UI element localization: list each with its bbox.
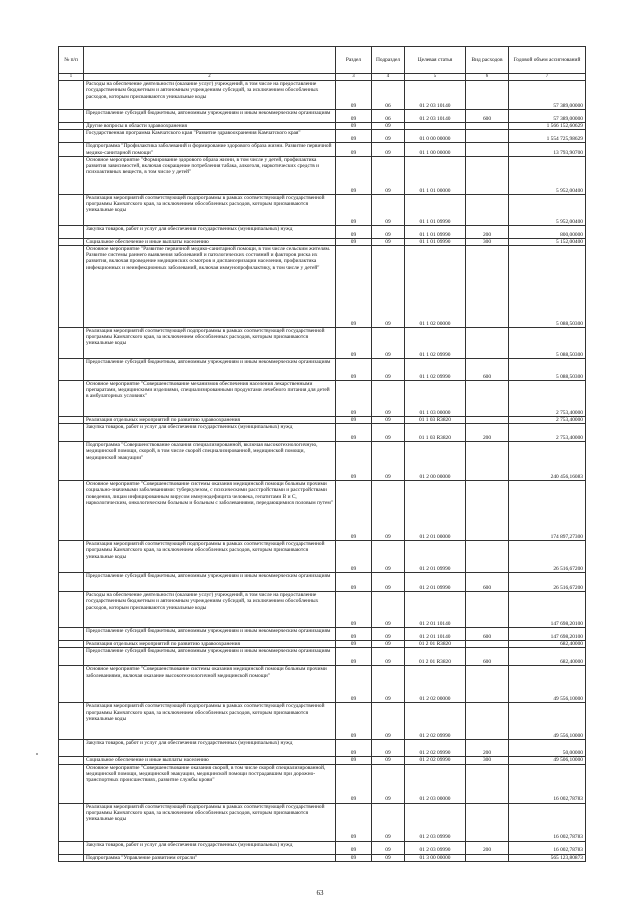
table-row <box>59 123 586 130</box>
table-row <box>59 238 586 245</box>
expense-type-cell: 600 <box>466 110 509 123</box>
description-cell: Предоставление субсидий бюджетным, автономным учреждениям и иным некоммерческим организациям <box>84 359 336 381</box>
subsection-cell: 09 <box>372 641 405 648</box>
row-number-cell <box>59 417 84 424</box>
subsection-cell: 09 <box>372 417 405 424</box>
expense-type-cell <box>466 541 509 573</box>
target-article-cell: 01 2 01 10140 <box>405 592 466 628</box>
section-cell: 09 <box>336 740 372 757</box>
target-article-cell: 01 1 03 R3820 <box>405 424 466 442</box>
section-cell: 09 <box>336 757 372 764</box>
amount-cell: 49 506,10000 <box>509 757 586 764</box>
row-number-cell <box>59 238 84 245</box>
target-article-cell: 01 3 00 00000 <box>405 854 466 861</box>
amount-cell: 565 123,80873 <box>509 854 586 861</box>
row-number-cell <box>59 854 84 861</box>
amount-cell: 5 088,50300 <box>509 328 586 359</box>
section-cell: 09 <box>336 194 372 225</box>
target-article-cell: 01 2 03 09990 <box>405 841 466 854</box>
subsection-cell: 09 <box>372 381 405 417</box>
subsection-cell: 09 <box>372 703 405 740</box>
table-row <box>59 592 586 628</box>
table-header-row <box>59 47 586 74</box>
row-number-cell <box>59 424 84 442</box>
amount-cell: 5 152,00400 <box>509 238 586 245</box>
table-row <box>59 740 586 757</box>
section-cell: 09 <box>336 123 372 130</box>
target-article-cell: 01 2 03 10140 <box>405 81 466 110</box>
expense-type-cell <box>466 703 509 740</box>
section-cell: 09 <box>336 143 372 156</box>
subsection-cell: 09 <box>372 328 405 359</box>
subsection-cell: 09 <box>372 648 405 666</box>
table-row <box>59 481 586 541</box>
row-number-cell <box>59 130 84 143</box>
column-number: 2 <box>84 74 336 81</box>
description-cell: Закупка товаров, работ и услуг для обеспечения государственных (муниципальных) нужд <box>84 841 336 854</box>
target-article-cell: 01 2 03 09990 <box>405 803 466 841</box>
subsection-cell: 09 <box>372 841 405 854</box>
subsection-cell: 09 <box>372 541 405 573</box>
row-number-cell <box>59 628 84 641</box>
expense-type-cell <box>466 328 509 359</box>
expense-type-cell <box>466 442 509 481</box>
column-number: 4 <box>372 74 405 81</box>
page-number: 63 <box>316 889 324 897</box>
section-cell: 09 <box>336 628 372 641</box>
expense-type-cell: 300 <box>466 757 509 764</box>
section-cell: 09 <box>336 666 372 703</box>
subsection-cell: 06 <box>372 110 405 123</box>
table-row <box>59 246 586 328</box>
row-number-cell <box>59 225 84 238</box>
amount-cell: 57 389,00000 <box>509 81 586 110</box>
section-cell: 09 <box>336 803 372 841</box>
column-number: 1 <box>59 74 84 81</box>
column-number-row <box>59 74 586 81</box>
row-number-cell <box>59 666 84 703</box>
amount-cell: 147 698,20100 <box>509 628 586 641</box>
section-cell: 09 <box>336 110 372 123</box>
section-cell: 09 <box>336 81 372 110</box>
amount-cell: 5 952,00400 <box>509 194 586 225</box>
table-row <box>59 854 586 861</box>
section-cell: 09 <box>336 130 372 143</box>
expense-type-cell: 600 <box>466 573 509 592</box>
subsection-cell: 09 <box>372 225 405 238</box>
target-article-cell: 01 1 03 00000 <box>405 381 466 417</box>
description-cell: Основное мероприятие "Совершенствование системы оказания медицинской помощи больным прочими социально-значимыми заболеваниями: туберкулезом, с психическими расстройствами и расстройствами поведения, лицам инфицированным вирусом иммунодефицита человека, гепатитами B и C, наркологическим, онкологическим больным и больным с заболеваниями, передающимися половым путем" <box>84 481 336 541</box>
target-article-cell: 01 2 01 10140 <box>405 628 466 641</box>
target-article-cell: 01 2 01 R3820 <box>405 641 466 648</box>
description-cell: Закупка товаров, работ и услуг для обеспечения государственных (муниципальных) нужд <box>84 740 336 757</box>
subsection-cell: 06 <box>372 81 405 110</box>
row-number-cell <box>59 740 84 757</box>
amount-cell: 57 389,00000 <box>509 110 586 123</box>
description-cell: Социальное обеспечение и иные выплаты населению <box>84 238 336 245</box>
amount-cell: 2 753,40000 <box>509 424 586 442</box>
row-number-cell <box>59 81 84 110</box>
amount-cell: 5 952,00400 <box>509 156 586 194</box>
row-number-cell <box>59 573 84 592</box>
description-cell: Реализация отдельных мероприятий по развитию здравоохранения <box>84 641 336 648</box>
description-cell: Реализация мероприятий соответствующей подпрограммы в рамках соответствующей государственной программы Камчатского края, за исключением обособленных расходов, которым присваиваются уникальные коды <box>84 803 336 841</box>
target-article-cell: 01 2 02 09990 <box>405 740 466 757</box>
description-cell: Реализация мероприятий соответствующей подпрограммы в рамках соответствующей государственной программы Камчатского края, за исключением обособленных расходов, которым присваиваются уникальные коды <box>84 194 336 225</box>
expense-type-cell <box>466 666 509 703</box>
subsection-cell: 09 <box>372 666 405 703</box>
amount-cell: 682,40000 <box>509 648 586 666</box>
row-number-cell <box>59 442 84 481</box>
section-cell: 09 <box>336 841 372 854</box>
subsection-cell: 09 <box>372 238 405 245</box>
expense-type-cell <box>466 764 509 803</box>
section-cell: 09 <box>336 359 372 381</box>
description-cell: Основное мероприятие "Совершенствование системы оказания медицинской помощи больным прочими заболеваниями, включая оказание высокотехнологичной медицинской помощи" <box>84 666 336 703</box>
subsection-cell: 09 <box>372 757 405 764</box>
subsection-cell: 09 <box>372 424 405 442</box>
section-cell: 09 <box>336 225 372 238</box>
amount-cell: 26 516,67200 <box>509 573 586 592</box>
amount-cell: 26 516,67200 <box>509 541 586 573</box>
subsection-cell: 09 <box>372 854 405 861</box>
section-cell: 09 <box>336 592 372 628</box>
description-cell: Предоставление субсидий бюджетным, автономным учреждениям и иным некоммерческим организациям <box>84 648 336 666</box>
section-cell: 09 <box>336 648 372 666</box>
amount-cell: 1 554 725,98629 <box>509 130 586 143</box>
description-cell: Реализация мероприятий соответствующей подпрограммы в рамках соответствующей государственной программы Камчатского края, за исключением обособленных расходов, которым присваиваются уникальные коды <box>84 328 336 359</box>
table-row <box>59 573 586 592</box>
row-number-cell <box>59 246 84 328</box>
target-article-cell: 01 2 01 09990 <box>405 541 466 573</box>
table-row <box>59 130 586 143</box>
description-cell: Подпрограмма "Профилактика заболеваний и формирование здорового образа жизни. Развитие первичной медико-санитарной помощи" <box>84 143 336 156</box>
row-number-cell <box>59 143 84 156</box>
row-number-cell <box>59 803 84 841</box>
description-cell: Предоставление субсидий бюджетным, автономным учреждениям и иным некоммерческим организациям <box>84 628 336 641</box>
table-row <box>59 381 586 417</box>
target-article-cell: 01 1 01 09990 <box>405 225 466 238</box>
row-number-cell <box>59 481 84 541</box>
amount-cell: 1 566 152,60629 <box>509 123 586 130</box>
subsection-cell: 09 <box>372 740 405 757</box>
header-section: Раздел <box>336 47 372 74</box>
description-cell: Реализация мероприятий соответствующей подпрограммы в рамках соответствующей государственной программы Камчатского края, за исключением обособленных расходов, которым присваиваются уникальные коды <box>84 541 336 573</box>
description-cell: Государственная программа Камчатского края "Развитие здравоохранения Камчатского края" <box>84 130 336 143</box>
subsection-cell: 09 <box>372 194 405 225</box>
table-row <box>59 648 586 666</box>
section-cell: 09 <box>336 442 372 481</box>
target-article-cell: 01 1 03 R3820 <box>405 417 466 424</box>
amount-cell: 50,00000 <box>509 740 586 757</box>
expense-type-cell <box>466 381 509 417</box>
target-article-cell: 01 2 02 09990 <box>405 757 466 764</box>
header-expense-type: Вид расходов <box>466 47 509 74</box>
target-article-cell: 01 2 00 00000 <box>405 442 466 481</box>
amount-cell: 682,40000 <box>509 641 586 648</box>
target-article-cell: 01 2 03 00000 <box>405 764 466 803</box>
amount-cell: 174 897,27300 <box>509 481 586 541</box>
target-article-cell <box>405 123 466 130</box>
target-article-cell: 01 0 00 00000 <box>405 130 466 143</box>
row-number-cell <box>59 359 84 381</box>
target-article-cell: 01 1 00 00000 <box>405 143 466 156</box>
budget-table <box>58 46 586 862</box>
amount-cell: 5 088,50300 <box>509 246 586 328</box>
subsection-cell: 09 <box>372 143 405 156</box>
expense-type-cell <box>466 194 509 225</box>
amount-cell: 16 002,78783 <box>509 841 586 854</box>
section-cell: 09 <box>336 541 372 573</box>
table-row <box>59 81 586 110</box>
subsection-cell: 09 <box>372 803 405 841</box>
amount-cell: 16 002,78783 <box>509 764 586 803</box>
expense-type-cell: 600 <box>466 359 509 381</box>
amount-cell: 16 002,78783 <box>509 803 586 841</box>
table-row <box>59 541 586 573</box>
table-row <box>59 703 586 740</box>
table-row <box>59 803 586 841</box>
row-number-cell <box>59 110 84 123</box>
target-article-cell: 01 2 01 R3820 <box>405 648 466 666</box>
target-article-cell: 01 1 02 00000 <box>405 246 466 328</box>
subsection-cell: 09 <box>372 123 405 130</box>
table-row <box>59 666 586 703</box>
expense-type-cell: 200 <box>466 225 509 238</box>
row-number-cell <box>59 541 84 573</box>
target-article-cell: 01 1 01 00000 <box>405 156 466 194</box>
amount-cell: 147 698,20100 <box>509 592 586 628</box>
column-number: 3 <box>336 74 372 81</box>
subsection-cell: 09 <box>372 246 405 328</box>
expense-type-cell <box>466 130 509 143</box>
section-cell: 09 <box>336 328 372 359</box>
section-cell: 09 <box>336 854 372 861</box>
table-row <box>59 424 586 442</box>
description-cell: Основное мероприятие "Формирование здорового образа жизни, в том числе у детей, профилактика развития зависимостей, включая сокращение потребления табака, алкоголя, наркотических средств и психоактивных веществ, в том числе у детей" <box>84 156 336 194</box>
description-cell: Закупка товаров, работ и услуг для обеспечения государственных (муниципальных) нужд <box>84 225 336 238</box>
subsection-cell: 09 <box>372 592 405 628</box>
subsection-cell: 09 <box>372 156 405 194</box>
subsection-cell: 09 <box>372 442 405 481</box>
section-cell: 09 <box>336 156 372 194</box>
table-row <box>59 442 586 481</box>
description-cell: Реализация мероприятий соответствующей подпрограммы в рамках соответствующей государственной программы Камчатского края, за исключением обособленных расходов, которым присваиваются уникальные коды <box>84 703 336 740</box>
row-number-cell <box>59 703 84 740</box>
expense-type-cell <box>466 592 509 628</box>
subsection-cell: 09 <box>372 573 405 592</box>
header-target-article: Целевая статья <box>405 47 466 74</box>
amount-cell: 240 456,16083 <box>509 442 586 481</box>
section-cell: 09 <box>336 764 372 803</box>
header-annual-volume: Годовой объем ассигнований <box>509 47 586 74</box>
amount-cell: 49 556,10000 <box>509 666 586 703</box>
section-cell: 09 <box>336 573 372 592</box>
row-number-cell <box>59 648 84 666</box>
table-row <box>59 225 586 238</box>
column-number: 6 <box>466 74 509 81</box>
expense-type-cell <box>466 803 509 841</box>
description-cell: Подпрограмма "Управление развитием отрасли" <box>84 854 336 861</box>
expense-type-cell <box>466 143 509 156</box>
amount-cell: 800,00000 <box>509 225 586 238</box>
expense-type-cell <box>466 641 509 648</box>
header-name <box>84 47 336 74</box>
table-row <box>59 156 586 194</box>
table-row <box>59 764 586 803</box>
description-cell: Расходы на обеспечение деятельности (оказание услуг) учреждений, в том числе на предоставление государственным бюджетным и автономным учреждениям субсидий, за исключением обособленных расходов, которым присваиваются уникальные коды <box>84 592 336 628</box>
table-row <box>59 110 586 123</box>
table-row <box>59 641 586 648</box>
expense-type-cell <box>466 481 509 541</box>
target-article-cell: 01 1 02 09990 <box>405 359 466 381</box>
target-article-cell: 01 1 01 09990 <box>405 194 466 225</box>
target-article-cell: 01 2 02 00000 <box>405 666 466 703</box>
target-article-cell: 01 2 03 10140 <box>405 110 466 123</box>
target-article-cell: 01 1 01 09990 <box>405 238 466 245</box>
column-number: 5 <box>405 74 466 81</box>
row-number-cell <box>59 757 84 764</box>
table-row <box>59 628 586 641</box>
table-row <box>59 328 586 359</box>
section-cell: 09 <box>336 481 372 541</box>
row-number-cell <box>59 328 84 359</box>
target-article-cell: 01 2 01 09990 <box>405 573 466 592</box>
subsection-cell: 09 <box>372 628 405 641</box>
section-cell: 09 <box>336 238 372 245</box>
column-number: 7 <box>509 74 586 81</box>
table-row <box>59 194 586 225</box>
section-cell: 09 <box>336 246 372 328</box>
expense-type-cell <box>466 156 509 194</box>
scan-speck <box>36 753 38 755</box>
amount-cell: 49 556,10000 <box>509 703 586 740</box>
description-cell: Реализация отдельных мероприятий по развитию здравоохранения <box>84 417 336 424</box>
description-cell: Закупка товаров, работ и услуг для обеспечения государственных (муниципальных) нужд <box>84 424 336 442</box>
expense-type-cell: 300 <box>466 238 509 245</box>
description-cell: Подпрограмма "Совершенствование оказания специализированной, включая высокотехнологичную, медицинской помощи, скорой, в том числе скорой специализированной, медицинской помощи, медицинской эвакуации" <box>84 442 336 481</box>
section-cell: 09 <box>336 703 372 740</box>
section-cell: 09 <box>336 381 372 417</box>
target-article-cell: 01 2 01 00000 <box>405 481 466 541</box>
header-number: № п/п <box>59 47 84 74</box>
expense-type-cell <box>466 81 509 110</box>
amount-cell: 13 793,90700 <box>509 143 586 156</box>
row-number-cell <box>59 156 84 194</box>
description-cell: Другие вопросы в области здравоохранения <box>84 123 336 130</box>
table-row <box>59 359 586 381</box>
row-number-cell <box>59 194 84 225</box>
expense-type-cell <box>466 123 509 130</box>
expense-type-cell <box>466 246 509 328</box>
description-cell: Основное мероприятие "Совершенствование механизмов обеспечения населения лекарственными препаратами, медицинскими изделиями, специализированными продуктами лечебного питания для детей в амбулаторных условиях" <box>84 381 336 417</box>
expense-type-cell: 600 <box>466 648 509 666</box>
header-subsection: Подраздел <box>372 47 405 74</box>
target-article-cell: 01 2 02 09990 <box>405 703 466 740</box>
description-cell: Основное мероприятие "Совершенствование оказания скорой, в том числе скорой специализированной, медицинской помощи, медицинской эвакуации, медицинской помощи пострадавшим при дорожно-транспортных происшествиях, развитие службы крови" <box>84 764 336 803</box>
expense-type-cell: 600 <box>466 628 509 641</box>
description-cell: Предоставление субсидий бюджетным, автономным учреждениям и иным некоммерческим организациям <box>84 110 336 123</box>
subsection-cell: 09 <box>372 359 405 381</box>
table-row <box>59 841 586 854</box>
description-cell: Социальное обеспечение и иные выплаты населению <box>84 757 336 764</box>
section-cell: 09 <box>336 641 372 648</box>
row-number-cell <box>59 764 84 803</box>
subsection-cell: 09 <box>372 764 405 803</box>
table-row <box>59 757 586 764</box>
table-row <box>59 417 586 424</box>
expense-type-cell: 200 <box>466 841 509 854</box>
amount-cell: 2 753,40000 <box>509 417 586 424</box>
row-number-cell <box>59 592 84 628</box>
description-cell: Расходы на обеспечение деятельности (оказание услуг) учреждений, в том числе на предоставление государственным бюджетным и автономным учреждениям субсидий, за исключением обособленных расходов, которым присваиваются уникальные коды <box>84 81 336 110</box>
description-cell: Основное мероприятие "Развитие первичной медико-санитарной помощи, в том числе сельским жителям. Развитие системы раннего выявления заболеваний и патологических состояний и факторов риска их развития, включая проведение медицинских осмотров и диспансеризации населения, профилактика инфекционных и неинфекционных заболеваний, включая иммунопрофилактику, в том числе у детей" <box>84 246 336 328</box>
subsection-cell: 09 <box>372 481 405 541</box>
row-number-cell <box>59 123 84 130</box>
section-cell: 09 <box>336 417 372 424</box>
expense-type-cell: 200 <box>466 740 509 757</box>
row-number-cell <box>59 381 84 417</box>
amount-cell: 2 753,40000 <box>509 381 586 417</box>
subsection-cell: 09 <box>372 130 405 143</box>
description-cell: Предоставление субсидий бюджетным, автономным учреждениям и иным некоммерческим организациям <box>84 573 336 592</box>
amount-cell: 5 088,50300 <box>509 359 586 381</box>
expense-type-cell <box>466 417 509 424</box>
row-number-cell <box>59 841 84 854</box>
table-body <box>59 81 586 862</box>
expense-type-cell <box>466 854 509 861</box>
table-row <box>59 143 586 156</box>
target-article-cell: 01 1 02 09990 <box>405 328 466 359</box>
expense-type-cell: 200 <box>466 424 509 442</box>
section-cell: 09 <box>336 424 372 442</box>
row-number-cell <box>59 641 84 648</box>
